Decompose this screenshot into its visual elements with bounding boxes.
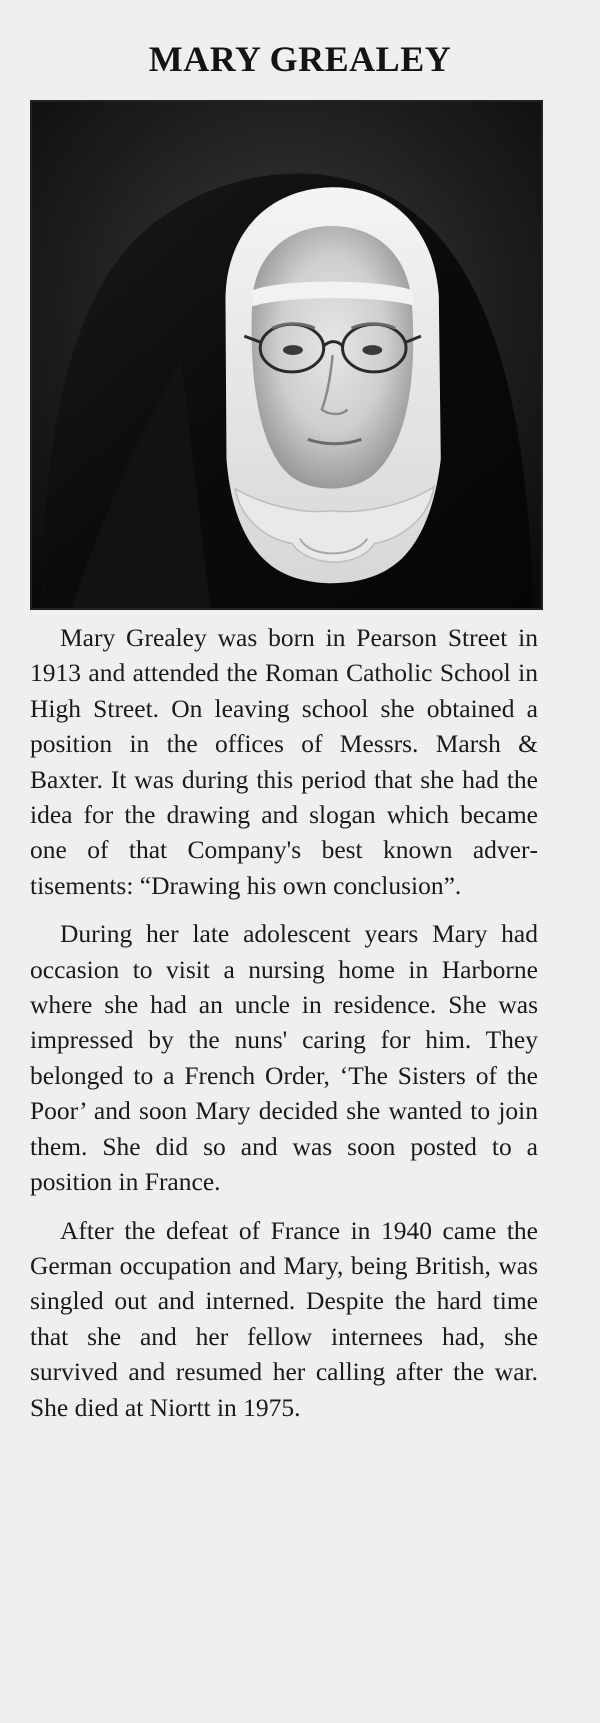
paragraph-3: After the defeat of France in 1940 came the German occupation and Mary, being British, was singled out and interned. Despite the hard time that she and her fellow internees had, she survived and resumed her calling after the war. She died at Niortt in 1975. bbox=[30, 1215, 538, 1422]
paragraph-1: Mary Grealey was born in Pearson Street in 1913 and attended the Roman Catholic School in High Street. On leaving school she obtained a position in the offices of Messrs. Marsh & Baxter. It was during this period that she had the idea for the drawing and slogan which became one of that Company's best known advertisements: “Drawing his own conclusion”. bbox=[30, 623, 538, 900]
page-title: MARY GREALEY bbox=[148, 39, 452, 79]
portrait-illustration bbox=[32, 102, 541, 608]
portrait-photo bbox=[30, 100, 543, 610]
article-body bbox=[30, 620, 538, 1438]
paragraph-2: During her late adolescent years Mary had occasion to visit a nursing home in Harborne where she had an uncle in residence. She was impressed by the nuns' caring for him. They belonged to a French Order, ‘The Sisters of the Poor’ and soon Mary decided she wanted to join them. She did so and was soon posted to a position in France. bbox=[30, 919, 538, 1197]
